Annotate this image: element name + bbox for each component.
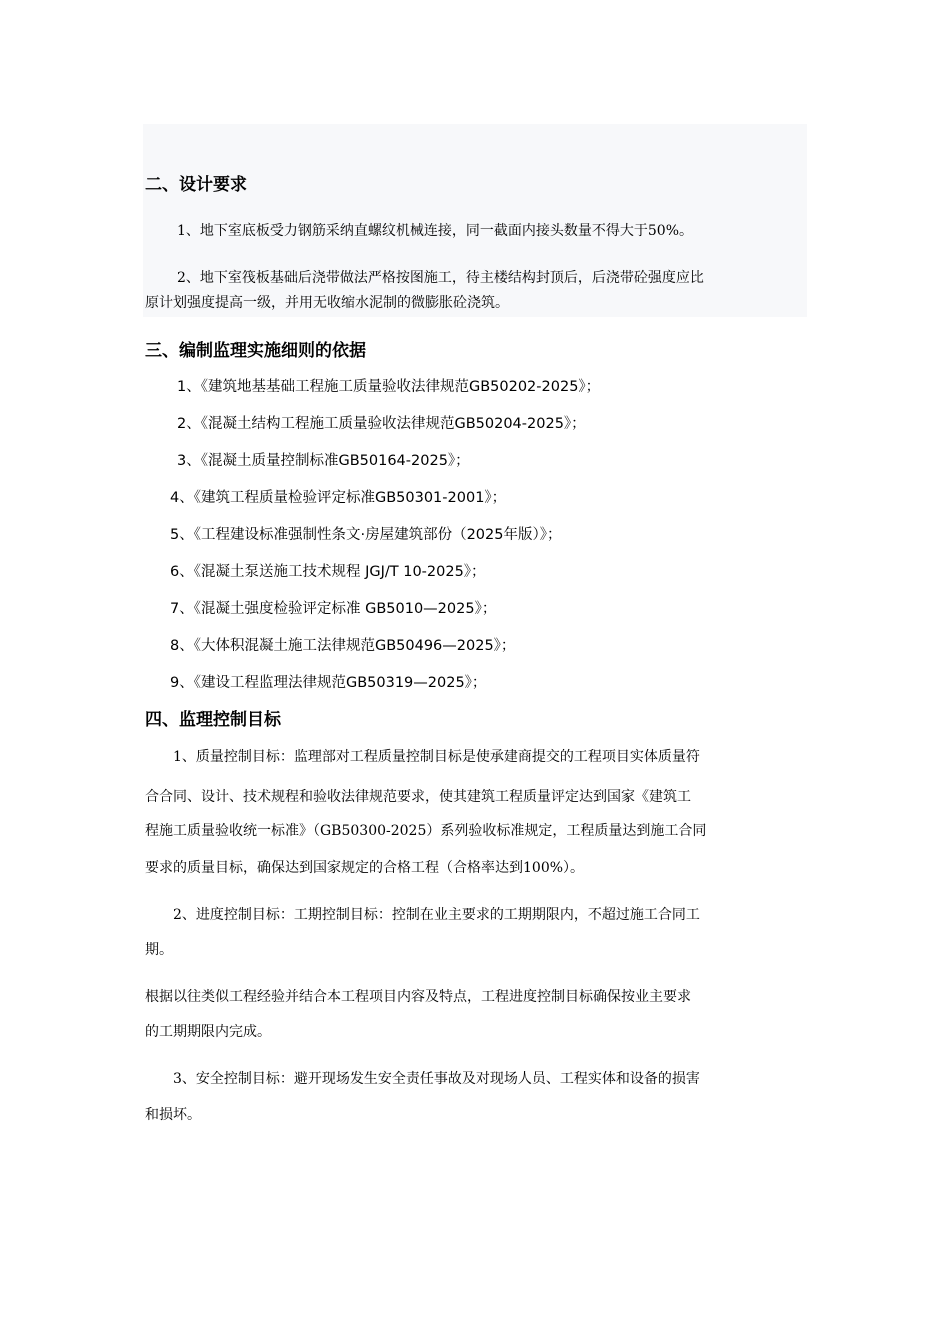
schedule-goal-line: 期。 — [145, 942, 173, 958]
schedule-basis-line: 的工期期限内完成。 — [145, 1024, 271, 1040]
design-paragraph-2-line-1: 2、地下室筏板基础后浇带做法严格按图施工，待主楼结构封顶后，后浇带砼强度应比 — [177, 270, 704, 286]
basis-list-item: 3、《混凝土质量控制标准GB50164-2025》； — [177, 453, 470, 469]
basis-list-item: 7、《混凝土强度检验评定标准 GB5010—2025》； — [170, 601, 497, 617]
design-paragraph-2-line-2: 原计划强度提高一级，并用无收缩水泥制的微膨胀砼浇筑。 — [145, 295, 509, 311]
basis-heading: 三、编制监理实施细则的依据 — [145, 341, 366, 361]
safety-goal-line: 3、安全控制目标：避开现场发生安全责任事故及对现场人员、工程实体和设备的损害 — [173, 1071, 700, 1087]
quality-goal-line: 要求的质量目标，确保达到国家规定的合格工程（合格率达到100%）。 — [145, 860, 585, 876]
design-paragraph-1: 1、地下室底板受力钢筋采纳直螺纹机械连接，同一截面内接头数量不得大于50%。 — [177, 223, 694, 239]
basis-list-item: 9、《建设工程监理法律规范GB50319—2025》； — [170, 675, 487, 691]
basis-list-item: 5、《工程建设标准强制性条文·房屋建筑部份（2025年版）》； — [170, 527, 562, 543]
basis-list-item: 8、《大体积混凝土施工法律规范GB50496—2025》； — [170, 638, 516, 654]
design-requirements-heading: 二、设计要求 — [145, 175, 247, 195]
quality-goal-line: 1、质量控制目标：监理部对工程质量控制目标是使承建商提交的工程项目实体质量符 — [173, 749, 700, 765]
basis-list-item: 4、《建筑工程质量检验评定标准GB50301-2001》； — [170, 490, 507, 506]
basis-list-item: 2、《混凝土结构工程施工质量验收法律规范GB50204-2025》； — [177, 416, 586, 432]
schedule-goal-line: 2、进度控制目标：工期控制目标：控制在业主要求的工期期限内，不超过施工合同工 — [173, 907, 700, 923]
quality-goal-line: 程施工质量验收统一标准》（GB50300-2025）系列验收标准规定，工程质量达到施工合同 — [145, 823, 707, 839]
quality-goal-line: 合合同、设计、技术规程和验收法律规范要求，使其建筑工程质量评定达到国家《建筑工 — [145, 789, 691, 805]
basis-list-item: 6、《混凝土泵送施工技术规程 JGJ/T 10-2025》； — [170, 564, 486, 580]
schedule-basis-line: 根据以往类似工程经验并结合本工程项目内容及特点，工程进度控制目标确保按业主要求 — [145, 989, 691, 1005]
safety-goal-line: 和损坏。 — [145, 1107, 201, 1123]
control-goals-heading: 四、监理控制目标 — [145, 710, 281, 730]
basis-list-item: 1、《建筑地基基础工程施工质量验收法律规范GB50202-2025》； — [177, 379, 601, 395]
